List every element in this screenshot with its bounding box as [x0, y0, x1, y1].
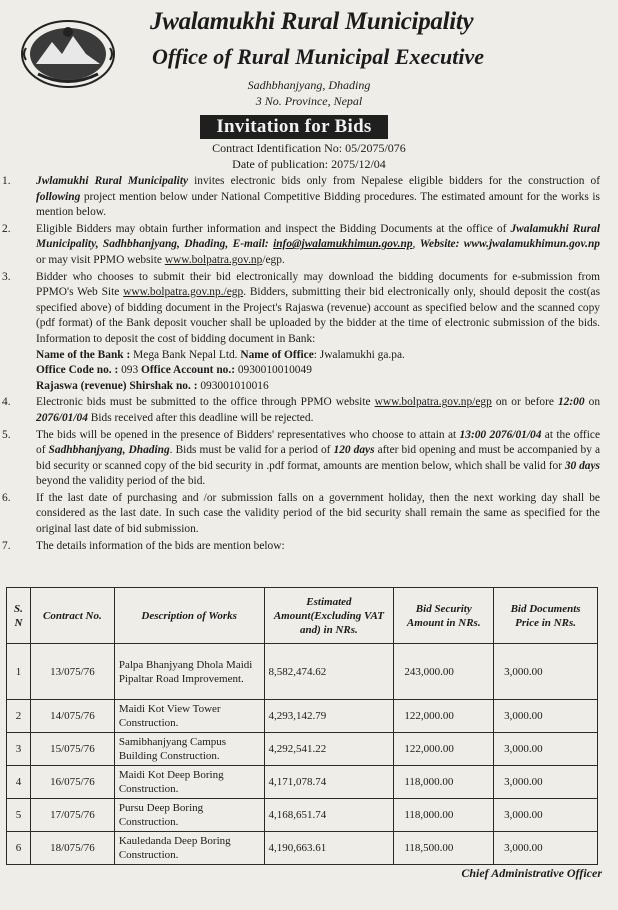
cell-description: Kauledanda Deep Boring Construction. — [114, 832, 264, 865]
cell-sn: 1 — [7, 644, 31, 700]
cell-price: 3,000.00 — [494, 766, 598, 799]
security-days: 30 days — [564, 459, 600, 472]
publication-date: Date of publication: 2075/12/04 — [232, 157, 386, 171]
cell-contract: 18/075/76 — [30, 832, 114, 865]
opening-place: Sadhbhanjyang, Dhading — [48, 444, 170, 457]
clause-2 — [0, 222, 618, 269]
cell-description: Maidi Kot View Tower Construction. — [114, 700, 264, 733]
clause-number: 5. — [2, 428, 11, 441]
cell-sn: 3 — [7, 733, 31, 766]
clause-text: . Bids must be valid for a period of — [169, 444, 334, 457]
egp-link[interactable]: www.bolpatra.gov.np./egp — [123, 286, 244, 299]
ppmo-link[interactable]: www.bolpatra.gov.np — [164, 253, 263, 266]
clause-text: on — [584, 396, 601, 409]
col-header-contract: Contract No. — [30, 588, 114, 644]
col-header-sn: S. N — [7, 588, 31, 644]
rajaswa-value: 093001010016 — [197, 379, 269, 392]
egp-link[interactable]: www.bolpatra.gov.np/egp — [374, 396, 492, 409]
cell-description: Pursu Deep Boring Construction. — [114, 799, 264, 832]
deadline-time: 12:00 — [557, 396, 585, 409]
cell-sn: 2 — [7, 700, 31, 733]
notice-header — [0, 0, 618, 171]
clause-text: at the office of — [36, 428, 600, 457]
cell-security: 118,500.00 — [394, 832, 494, 865]
deadline-date: 2076/01/04 — [36, 411, 88, 424]
cell-price: 3,000.00 — [494, 700, 598, 733]
col-header-price: Bid Documents Price in NRs. — [494, 588, 598, 644]
address-line1: Sadhbhanjyang, Dhading — [247, 78, 371, 92]
office-code-value: 093 — [118, 364, 142, 377]
clause-text: Jwlamukhi Rural Municipality — [36, 175, 189, 187]
cell-amount: 4,171,078.74 — [264, 766, 394, 799]
cell-amount: 8,582,474.62 — [264, 644, 394, 700]
table-row — [7, 799, 598, 832]
clause-text: /egp. — [262, 253, 285, 266]
clause-text: beyond the validity period of the bid. — [36, 475, 206, 488]
municipality-name: Jwalamukhi Rural Municipality — [150, 8, 474, 35]
email-link[interactable]: info@jwalamukhimun.gov.np — [273, 238, 413, 251]
table-row — [7, 766, 598, 799]
cell-contract: 15/075/76 — [30, 733, 114, 766]
office-name: Office of Rural Municipal Executive — [152, 44, 485, 69]
clause-number: 7. — [2, 539, 11, 552]
opening-time: 13:00 2076/01/04 — [459, 428, 542, 441]
clause-text: on or before — [491, 396, 558, 409]
col-header-security: Bid Security Amount in NRs. — [394, 588, 494, 644]
cell-contract: 17/075/76 — [30, 799, 114, 832]
contract-id: Contract Identification No: 05/2075/076 — [212, 141, 406, 155]
cell-price: 3,000.00 — [494, 799, 598, 832]
table-row — [7, 644, 598, 700]
website-text: Website: www.jwalamukhimun.gov.np — [419, 238, 600, 251]
cell-price: 3,000.00 — [494, 832, 598, 865]
cell-amount: 4,168,651.74 — [264, 799, 394, 832]
clause-3 — [0, 270, 618, 395]
rajaswa-label: Rajaswa (revenue) Shirshak no. : — [36, 379, 198, 392]
cell-amount: 4,190,663.61 — [264, 832, 394, 865]
clause-6 — [0, 491, 618, 538]
cell-sn: 6 — [7, 832, 31, 865]
cell-security: 122,000.00 — [394, 700, 494, 733]
cell-sn: 4 — [7, 766, 31, 799]
notice-body — [0, 174, 618, 555]
account-label: Office Account no.: — [141, 364, 235, 377]
validity-days: 120 days — [333, 444, 375, 457]
clause-5 — [0, 428, 618, 490]
clause-4 — [0, 395, 618, 426]
clause-number: 2. — [2, 222, 11, 235]
office-code-label: Office Code no. : — [36, 364, 119, 377]
cell-contract: 13/075/76 — [30, 644, 114, 700]
cell-amount: 4,292,541.22 — [264, 733, 394, 766]
bids-table — [6, 587, 598, 865]
clause-text: Jwalamukhi Rural Municipality, Sadhbhanjyang, Dhading, E-mail: — [36, 222, 600, 251]
clause-number: 3. — [2, 270, 11, 283]
cell-security: 122,000.00 — [394, 733, 494, 766]
clause-text: project mention below under National Competitive Bidding procedures. The estimated amount for the works is mention below. — [36, 190, 600, 219]
clause-number: 4. — [2, 396, 11, 409]
clause-text: The bids will be opened in the presence of Bidders' representatives who choose to attain at — [36, 428, 460, 441]
table-row — [7, 832, 598, 865]
account-value: 0930010010049 — [235, 364, 312, 377]
clause-text: Bidder who chooses to submit their bid electronically may download the bidding documents for e-submission from PPMO's Web Site — [36, 270, 600, 299]
cell-description: Maidi Kot Deep Boring Construction. — [114, 766, 264, 799]
clause-text: , — [412, 238, 420, 251]
clause-text: following — [36, 190, 81, 203]
clause-number: 1. — [2, 175, 11, 187]
cell-security: 118,000.00 — [394, 766, 494, 799]
clause-number: 6. — [2, 491, 11, 504]
clause-text: invites electronic bids only from Nepalese eligible bidders for the construction of — [188, 175, 600, 187]
notice-title: Invitation for Bids — [200, 115, 388, 139]
cell-price: 3,000.00 — [494, 733, 598, 766]
bank-label: Name of the Bank : — [36, 348, 131, 361]
cell-sn: 5 — [7, 799, 31, 832]
cell-price: 3,000.00 — [494, 644, 598, 700]
clause-text: The details information of the bids are mention below: — [36, 539, 285, 552]
clause-1 — [0, 174, 618, 221]
clause-text: Eligible Bidders may obtain further information and inspect the Bidding Documents at the office of — [36, 222, 511, 235]
clause-7 — [0, 539, 618, 555]
office-value: : Jwalamukhi ga.pa. — [313, 348, 405, 361]
cell-description: Samibhanjyang Campus Building Construction. — [114, 733, 264, 766]
table-row — [7, 700, 598, 733]
signature-line: Chief Administrative Officer — [461, 866, 602, 880]
cell-security: 118,000.00 — [394, 799, 494, 832]
cell-description: Palpa Bhanjyang Dhola Maidi Pipaltar Road Improvement. — [114, 644, 264, 700]
clause-text: after bid opening and must be accompanied by a bid security or scanned copy of the bid security in .pdf format, amounts are mention below, which shall be valid for — [36, 444, 600, 472]
address-line2: 3 No. Province, Nepal — [255, 94, 363, 108]
cell-amount: 4,293,142.79 — [264, 700, 394, 733]
cell-security: 243,000.00 — [394, 644, 494, 700]
cell-contract: 16/075/76 — [30, 766, 114, 799]
table-header-row — [7, 588, 598, 644]
col-header-description: Description of Works — [114, 588, 264, 644]
col-header-amount: Estimated Amount(Excluding VAT and) in NRs. — [264, 588, 394, 644]
clause-text: . Bidders, submitting their bid electronically only, should deposit the cost(as specified above) of bidding document in the Project's Rajaswa (revenue) account as specified below and the scanned copy (pdf format) of the Bank deposit voucher shall be uploaded by the bidder at the time of electronic submission of the bids. Information to deposit the cost of bidding document in Bank: — [36, 286, 601, 345]
table-row — [7, 733, 598, 766]
clause-text: If the last date of purchasing and /or submission falls on a government holiday, then the next working day shall be considered as the last date. In such case the validity period of the bid security shall remain the same as specified for the original last date of bid submission. — [36, 491, 600, 536]
cell-contract: 14/075/76 — [30, 700, 114, 733]
clause-text: Bids received after this deadline will be rejected. — [87, 411, 314, 424]
clause-text: Electronic bids must be submitted to the office through PPMO website — [36, 396, 375, 409]
bank-value: Mega Bank Nepal Ltd. — [130, 348, 241, 361]
office-label: Name of Office — [240, 348, 314, 361]
clause-text: or may visit PPMO website — [36, 253, 165, 266]
